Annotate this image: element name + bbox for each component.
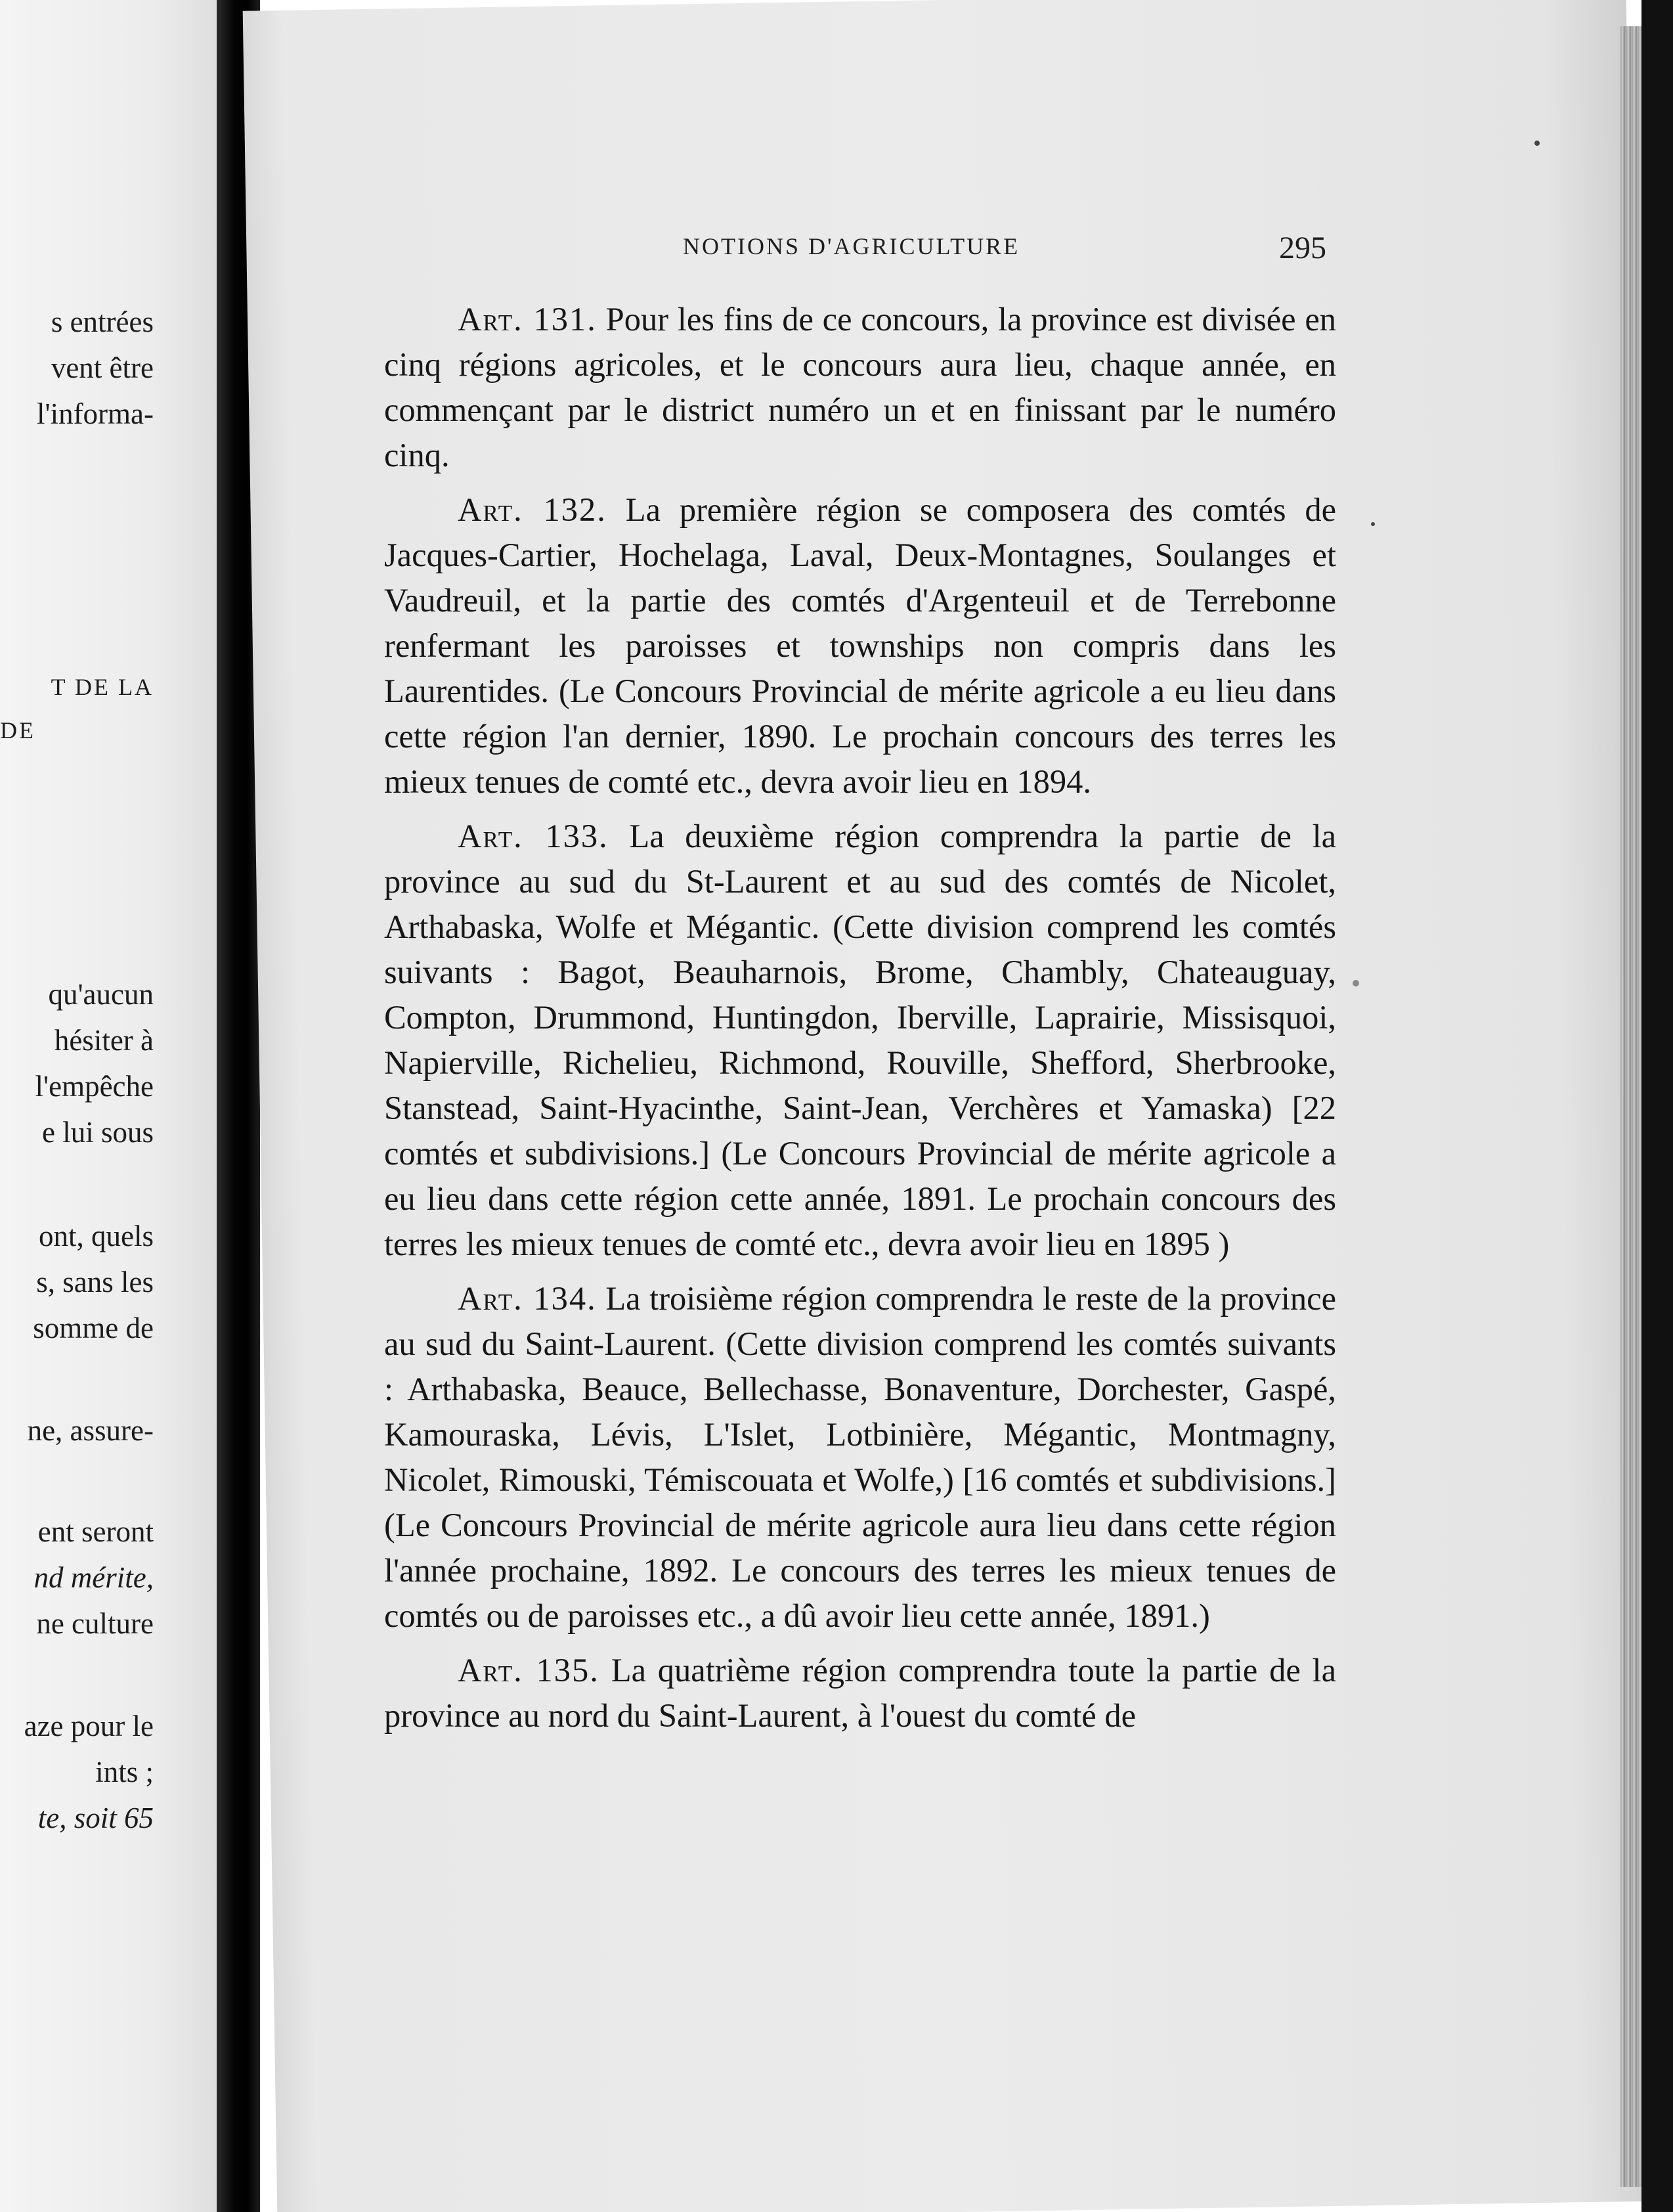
left-facing-page <box>0 0 217 2212</box>
left-page-heading-line: DE <box>0 717 35 743</box>
left-page-line: vent être <box>51 351 154 384</box>
article-132 <box>384 487 1336 805</box>
article-133 <box>384 814 1336 1267</box>
left-page-line: e lui sous <box>41 1116 154 1149</box>
left-page-line: somme de <box>33 1312 154 1344</box>
article-135 <box>384 1648 1336 1738</box>
dust-speck <box>1353 980 1359 986</box>
page-number: 295 <box>1279 231 1326 265</box>
article-text: Pour les fins de ce concours, la province est divisée en cinq régions agricoles, et le concours aura lieu, chaque année, en commençant par le district numéro un et en finissant par le numéro cinq. <box>384 301 1337 474</box>
dust-speck <box>1534 141 1540 146</box>
left-page-line: ne culture <box>36 1607 154 1640</box>
left-page-line: ints ; <box>95 1756 154 1788</box>
article-text: La première région se composera des comtés de Jacques-Cartier, Hochelaga, Laval, Deux-Montagnes, Soulanges et Vaudreuil, et la partie des comtés d'Argenteuil et de Terrebonne renfermant les paroisses et townships non compris dans les Laurentides. (Le Concours Provincial de mérite agricole a eu lieu dans cette région l'an dernier, 1890. Le prochain concours des terres les mieux tenues de comté etc., devra avoir lieu en 1894. <box>384 491 1337 800</box>
left-page-line: s entrées <box>51 305 154 338</box>
scan-border <box>1641 0 1673 2212</box>
running-title: NOTIONS D'AGRICULTURE <box>683 233 1020 259</box>
left-page-line: s, sans les <box>36 1266 154 1298</box>
left-page-line: l'empêche <box>35 1070 154 1103</box>
article-text: La quatrième région comprendra toute la partie de la province au nord du Saint-Laurent, à l'ouest du comté de <box>384 1652 1336 1734</box>
article-text: La troisième région comprendra le reste de la province au sud du Saint-Laurent. (Cette division comprend les comtés suivants : Arthabaska, Beauce, Bellechasse, Bonaventure, Dorchester, Gaspé, Kamouraska, Lévis, L'Islet, Lotbinière, Mégantic, Montmagny, Nicolet, Rimouski, Témiscouata et Wolfe,) [16 comtés et subdivisions.] (Le Concours Provincial de mérite agricole aura lieu dans cette région l'année prochaine, 1892. Le concours des terres les mieux tenues de comtés ou de paroisses etc., a dû avoir lieu cette année, 1891.) <box>384 1280 1337 1634</box>
article-label: Art. 134. <box>458 1280 597 1317</box>
left-page-line: ent seront <box>37 1515 154 1548</box>
left-page-line-italic: nd mérite, <box>33 1561 154 1594</box>
article-label: Art. 131. <box>458 301 597 338</box>
left-page-line-italic: te, soit 65 <box>37 1802 154 1834</box>
article-text: La deuxième région comprendra la partie de la province au sud du St-Laurent et au sud des comtés de Nicolet, Arthabaska, Wolfe et Mégantic. (Cette division comprend les comtés suivants : Bagot, Beauharnois, Brome, Chambly, Chateauguay, Compton, Drummond, Huntingdon, Iberville, Laprairie, Missisquoi, Napierville, Richelieu, Richmond, Rouville, Shefford, Sherbrooke, Stanstead, Saint-Hyacinthe, Saint-Jean, Verchères et Yamaska) [22 comtés et subdivisions.] (Le Concours Provincial de mérite agricole a eu lieu dans cette région cette année, 1891. Le prochain concours des terres les mieux tenues de comté etc., devra avoir lieu en 1895 ) <box>384 818 1337 1262</box>
left-page-heading-line: T DE LA <box>51 674 154 700</box>
article-label: Art. 132. <box>458 491 607 528</box>
left-page-line: aze pour le <box>24 1710 154 1742</box>
body-text <box>384 297 1336 1748</box>
left-page-line: l'informa- <box>36 397 154 430</box>
article-label: Art. 135. <box>458 1652 599 1689</box>
running-head <box>424 232 1326 278</box>
article-134 <box>384 1276 1336 1639</box>
left-page-line: ne, assure- <box>27 1414 154 1447</box>
article-131 <box>384 297 1336 478</box>
left-page-line: hésiter à <box>54 1024 154 1057</box>
left-page-line: ont, quels <box>39 1220 154 1252</box>
article-label: Art. 133. <box>458 818 609 854</box>
left-page-line: qu'aucun <box>48 978 154 1011</box>
dust-speck <box>1371 522 1375 526</box>
